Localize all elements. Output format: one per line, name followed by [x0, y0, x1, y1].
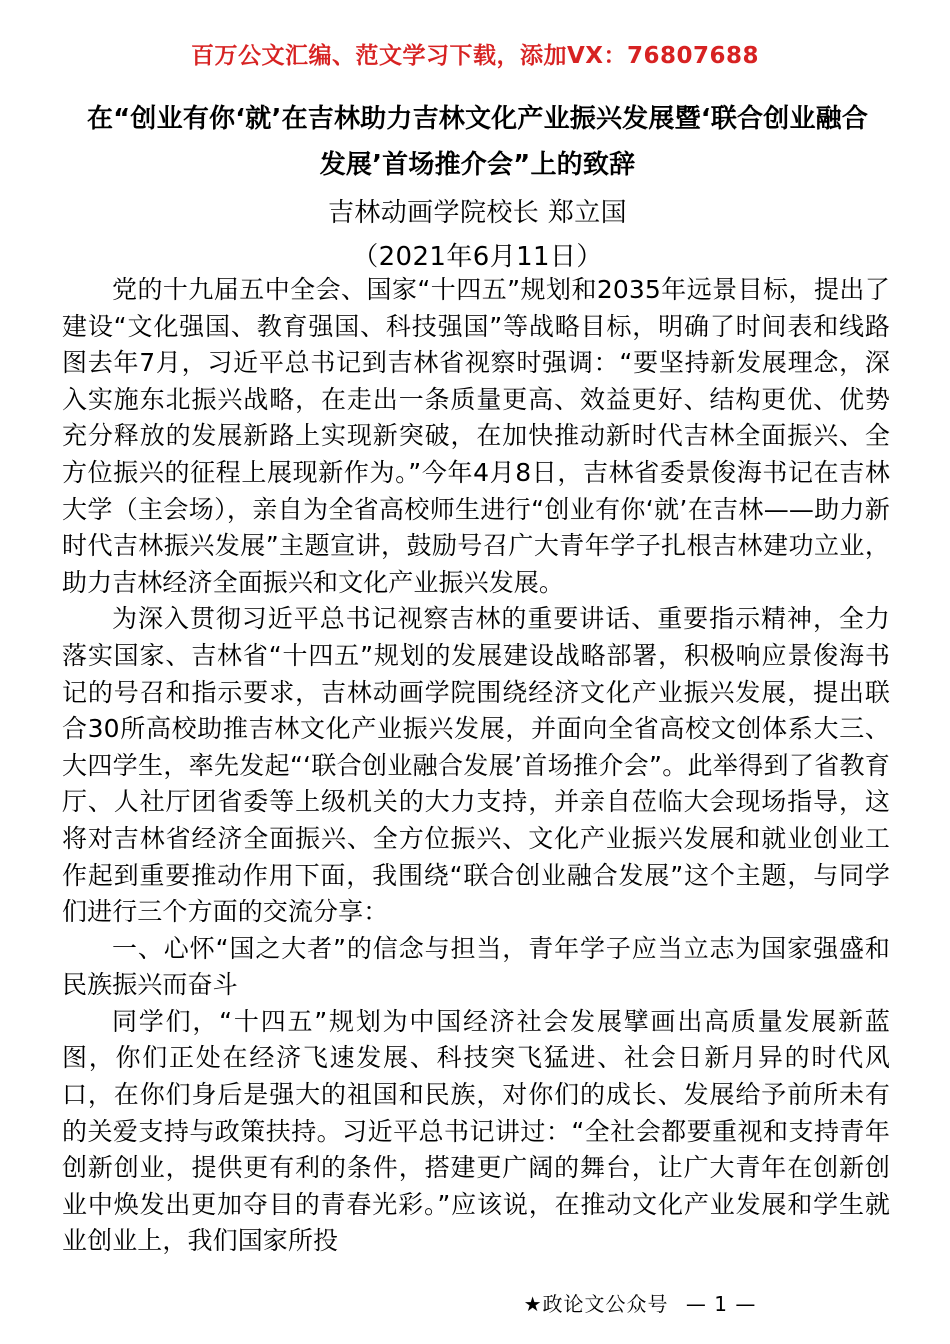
page-title: 在“创业有你‘就’在吉林助力吉林文化产业振兴发展暨‘联合创业融合发展’首场推介会”上的致辞 [86, 104, 869, 180]
section-heading-one: 一、心怀“国之大者”的信念与担当，青年学子应当立志为国家强盛和民族振兴而奋斗 [62, 933, 890, 1000]
promo-banner-text: 百万公文汇编、范文学习下载，添加VX：76807688 [190, 43, 760, 69]
page-footer [0, 1288, 950, 1317]
watermark-label: ★政论文公众号 [523, 1292, 669, 1316]
body-paragraph: 为深入贯彻习近平总书记视察吉林的重要讲话、重要指示精神，全力落实国家、吉林省“十四五”规划的发展建设战略部署，积极响应景俊海书记的号召和指示要求，吉林动画学院围绕经济文化产业振兴发展，提出联合30所高校助推吉林文化产业振兴发展，并面向全省高校文创体系大三、大四学生，率先发起“‘联合创业融合发展’首场推介会”。此举得到了省教育厅、人社厅团省委等上级机关的大力支持，并亲自莅临大会现场指导，这将对吉林省经济全面振兴、全方位振兴、文化产业振兴发展和就业创业工作起到重要推动作用下面，我围绕“联合创业融合发展”这个主题，与同学们进行三个方面的交流分享： [62, 604, 890, 927]
body-paragraph: 党的十九届五中全会、国家“十四五”规划和2035年远景目标，提出了建设“文化强国、教育强国、科技强国”等战略目标，明确了时间表和线路图去年7月，习近平总书记到吉林省视察时强调：“要坚持新发展理念，深入实施东北振兴战略，在走出一条质量更高、效益更好、结构更优、优势充分释放的发展新路上实现新突破，在加快推动新时代吉林全面振兴、全方位振兴的征程上展现新作为。”今年4月8日，吉林省委景俊海书记在吉林大学（主会场），亲自为全省高校师生进行“创业有你‘就’在吉林——助力新时代吉林振兴发展”主题宣讲，鼓励号召广大青年学子扎根吉林建功立业，助力吉林经济全面振兴和文化产业振兴发展。 [62, 275, 890, 597]
document-body [62, 272, 890, 1260]
document-date: （2021年6月11日） [352, 242, 603, 272]
footer-inner [524, 1288, 757, 1317]
title-block [85, 96, 870, 279]
page-number: — 1 — [685, 1292, 757, 1316]
document-byline: 吉林动画学院校长 郑立国 [327, 198, 628, 228]
body-paragraph: 同学们，“十四五”规划为中国经济社会发展擘画出高质量发展新蓝图，你们正处在经济飞速发展、科技突飞猛进、社会日新月异的时代风口，在你们身后是强大的祖国和民族，对你们的成长、发展给予前所未有的关爱支持与政策扶持。习近平总书记讲过：“全社会都要重视和支持青年创新创业，提供更有利的条件，搭建更广阔的舞台，让广大青年在创新创业中焕发出更加夺目的青春光彩。”应该说，在推动文化产业发展和学生就业创业上，我们国家所投 [62, 1006, 890, 1256]
